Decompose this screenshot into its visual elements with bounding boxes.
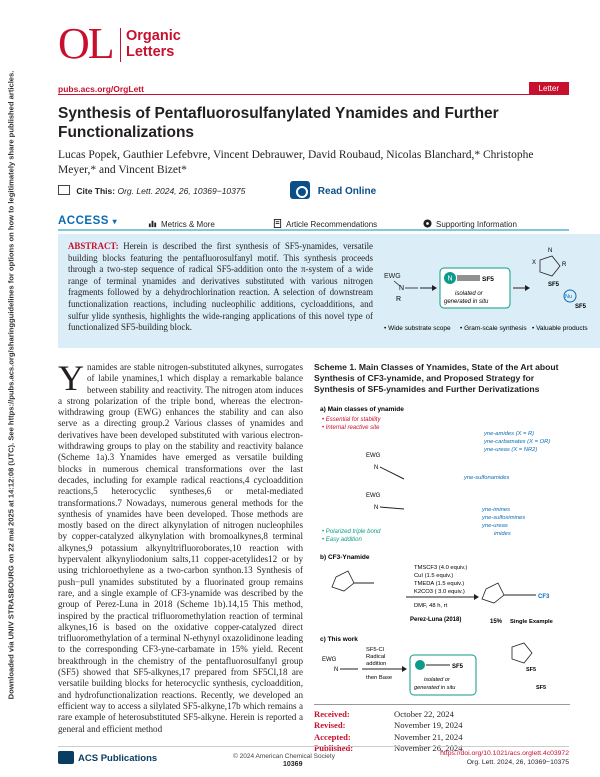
accepted-key: Accepted: — [314, 731, 351, 742]
scheme-a-class-7: yne-ureas — [482, 523, 508, 529]
scheme-b-title: b) CF3-Ynamide — [320, 554, 370, 561]
metrics-label: Metrics & More — [161, 220, 215, 229]
logo-word-organic: Organic — [126, 28, 181, 44]
body-paragraph — [58, 358, 303, 735]
scheme-b-cond-5: DMF, 48 h, rt — [414, 603, 448, 609]
scheme-c-sf5: SF5 — [452, 664, 464, 670]
scheme-b-yield: 15% — [490, 619, 503, 625]
toc-sf5-2: SF5 — [548, 282, 560, 288]
toc-bullet-3: • Valuable products — [532, 325, 588, 332]
access-bar — [58, 215, 569, 231]
scheme-a-class-3: yne-ureas (X = NR2) — [484, 447, 538, 453]
cite-label: Cite This: — [76, 186, 116, 196]
scheme-c-box-1: isolated or — [424, 677, 450, 683]
scheme-b-product-ring — [482, 583, 504, 603]
copyright-notice: © 2024 American Chemical Society — [233, 753, 335, 760]
date-accepted — [314, 732, 570, 743]
document-icon — [273, 219, 282, 228]
toc-bullet-2: • Gram-scale synthesis — [460, 325, 527, 332]
access-label — [58, 215, 117, 227]
metrics-more-link[interactable] — [148, 219, 215, 229]
drop-cap: Y — [58, 358, 84, 398]
scheme-b-cond-1: TMSCF3 (4.0 equiv.) — [414, 565, 468, 571]
scheme-c-arrowhead — [402, 666, 407, 672]
read-online-label: Read Online — [317, 186, 377, 197]
received-value: October 22, 2024 — [394, 709, 454, 719]
scheme-caption: Scheme 1. Main Classes of Ynamides, State of the Art about Synthesis of CF3-ynamide, and Proposed Strategy for Synthesis of SF5-ynamides and Further Derivatizations — [314, 362, 559, 394]
acs-logo-icon — [58, 751, 74, 764]
scheme-graphic — [314, 399, 570, 699]
scheme-c-box-2: generated in situ — [414, 685, 456, 691]
journal-header — [58, 19, 568, 68]
date-revised — [314, 720, 570, 731]
body-text: namides are stable nitrogen-substituted alkynes, surrogates of labile ynamines,1 which display a remarkable balance between stability and reactivity. The nitrogen atom induces a strong polarization of the triple bond, whereas the electron-withdrawing group (EWG) enhances the stability and can also serve as a directing group.2 Various classes of ynamides and derivatives have been developed substituted with various electron-withdrawing groups to play on the stability and reactivity balance (Scheme 1a).3 Ynamides have emerged as versatile building blocks in numerous chemical transformations over the last decades, including for example radical reactions,4 cycloaddition reactions,5 heterocyclic syntheses,6 or metal-mediated transformations.7 Nowadays, numerous general methods for the synthesis of ynamides have been developed. Those methods are mostly based on the direct alkynylation of nitrogen nucleophiles by copper-catalyzed alkynylation with bromoalkynes,8 terminal alkynes,9 potassium alkynyltrifluoroborates,10 reaction with hypervalent alkynyliodonium salts,11 copper-acetylides12 or by using trichloroethylene as a two-carbon synthon.13 Synthesis of push−pull ynamides substituted by a fluorinated group remains rare, and a single example of CF3-ynamide was described by the group of Perez-Luna in 2018 (Scheme 1b).14,15 This method, inspired by the practical trifluoromethylation reaction of terminal alkynes,16 is based on the oxidative copper-catalyzed direct trifluoromethylation of a terminal N-ethynyl oxazolidinone leading to the corresponding CF3-yne-carbamate in 15% yield. Recent breakthrough in the chemistry of the pentafluorosulfanyl group (SF5) showed that SF5-alkynes,17 prepared from SF5Cl,18 are versatile building blocks for heterocyclic synthesis, cycloaddition, and hydrofunctionalization reactions. Recently, we developed an efficient way to access a silylated SF5-alkyne,17b which remains a rare example of heterosubstituted SF5-alkyne. Herein is reported a general and efficient method — [58, 362, 303, 734]
journal-url-link[interactable]: pubs.acs.org/OrgLett — [58, 84, 144, 94]
scheme-a-yne-2 — [380, 507, 404, 509]
scheme-b-cond-3: TMEDA (1.5 equiv.) — [414, 581, 465, 587]
scheme-a-class-8: imides — [494, 531, 511, 537]
scheme-b-cond-2: CuI (1.5 equiv.) — [414, 573, 454, 579]
toc-box-text-1: isolated or — [455, 291, 483, 297]
scheme-c-n-circle — [415, 660, 425, 670]
article-recommendations-link[interactable] — [273, 219, 377, 229]
scheme-a-n-2: N — [374, 505, 379, 511]
publisher-name: ACS Publications — [78, 753, 158, 764]
toc-r-2: R — [562, 262, 567, 268]
scheme-a-class-1: yne-amides (X = R) — [484, 431, 535, 437]
scheme-c-n: N — [334, 667, 339, 673]
acs-publications-logo[interactable] — [58, 751, 157, 764]
toc-sf5-3: SF5 — [575, 304, 587, 310]
toc-n-3: N — [548, 248, 553, 254]
scheme-c-title: c) This work — [320, 636, 358, 643]
scheme-c-pyrazole — [512, 643, 532, 663]
scheme-c-sf5-2: SF5 — [526, 667, 537, 673]
toc-nu-label: Nu — [565, 294, 573, 300]
toc-box-text-2: generated in situ — [444, 299, 489, 305]
scheme-c-cond-2: Radical — [366, 654, 386, 660]
scheme-b-cf3: CF3 — [538, 594, 550, 600]
cite-this[interactable] — [58, 185, 245, 196]
scheme-1 — [314, 362, 570, 704]
toc-bullet-1: • Wide substrate scope — [384, 325, 451, 332]
header-rule — [58, 94, 569, 95]
scheme-a-class-4: yne-sulfonamides — [464, 475, 510, 481]
supporting-information-link[interactable] — [423, 219, 517, 229]
cite-reference: Org. Lett. 2024, 26, 10369−10375 — [117, 186, 246, 196]
scheme-a-class-6: yne-sulfoximines — [482, 515, 526, 521]
scheme-a-bullet-2: • Internal reactive site — [322, 425, 380, 431]
scheme-b-cond-4: K2CO3 ( 3.0 equiv.) — [414, 589, 465, 595]
toc-n-2: N — [447, 275, 453, 283]
abstract-text — [68, 241, 373, 334]
published-value: November 26, 2024 — [394, 743, 463, 754]
doi-block — [440, 750, 569, 767]
toc-sf5-1: SF5 — [482, 276, 494, 283]
journal-citation: Org. Lett. 2024, 26, 10369−10375 — [466, 758, 569, 766]
revised-key: Revised: — [314, 720, 346, 731]
published-key: Published: — [314, 743, 354, 754]
toc-n-1: N — [399, 285, 405, 292]
page-footer — [58, 746, 569, 768]
scheme-a-bullet-4: • Easy addition — [322, 537, 362, 543]
scheme-a-class-5: yne-imines — [482, 507, 511, 513]
recommendations-label: Article Recommendations — [286, 220, 378, 229]
toc-pyrazole-ring — [540, 256, 560, 276]
access-label-text: ACCESS — [58, 215, 109, 227]
accepted-value: November 21, 2024 — [394, 731, 463, 742]
scheme-a-ewg-2: EWG — [366, 493, 381, 499]
logo-divider — [120, 28, 121, 62]
access-chevron-icon: ▾ — [112, 217, 118, 226]
bar-chart-icon — [148, 219, 157, 228]
toc-ewg: EWG — [384, 273, 401, 280]
scheme-a-n-1: N — [374, 465, 379, 471]
toc-r-1: R — [396, 296, 402, 303]
scheme-a-bullet-3: • Polarized triple bond — [322, 529, 381, 535]
download-notice-sidebar — [0, 0, 22, 777]
toc-arrowhead-2 — [525, 285, 530, 291]
toc-arrowhead-1 — [432, 285, 437, 291]
article-type-badge: Letter — [529, 82, 569, 95]
toc-graphic — [380, 238, 595, 344]
scheme-a-class-2: yne-carbamates (X = OR) — [484, 439, 551, 445]
quote-icon — [58, 185, 70, 195]
journal-logo-words — [126, 28, 181, 60]
download-notice-text: Downloaded via UNIV STRASBOURG on 22 mai 2025 at 14:12:08 (UTC). See https://pubs.acs.org/sharingguidelines for options on how to legitimately share published articles. — [6, 70, 16, 700]
read-online-icon — [290, 181, 310, 199]
read-online-button[interactable] — [290, 181, 376, 199]
supporting-info-icon — [423, 219, 432, 228]
author-list: Lucas Popek, Gauthier Lefebvre, Vincent Debrauwer, David Roubaud, Nicolas Blanchard,* Christophe Meyer,* and Vincent Bizet* — [58, 149, 534, 176]
scheme-b-ref: Perez-Luna (2018) — [410, 617, 462, 623]
scheme-b-oxazolidinone — [332, 571, 354, 591]
scheme-c-ewg: EWG — [322, 657, 337, 663]
revised-value: November 19, 2024 — [394, 720, 463, 731]
scheme-b-arrowhead — [474, 594, 479, 600]
scheme-a-bullet-1: • Essential for stability — [322, 417, 381, 423]
abstract-label: ABSTRACT: — [68, 241, 119, 251]
scheme-c-cond-3: addition — [366, 661, 387, 667]
scheme-a-yne-1 — [380, 467, 404, 479]
article-title: Synthesis of Pentafluorosulfanylated Ynamides and Further Functionalizations — [58, 105, 499, 141]
toc-x-label: X — [532, 260, 537, 266]
scheme-b-note: Single Example — [510, 619, 553, 625]
received-key: Received: — [314, 709, 350, 719]
scheme-a-ewg-1: EWG — [366, 453, 381, 459]
page-number: 10369 — [283, 761, 303, 768]
scheme-c-sf5-3: SF5 — [536, 685, 547, 691]
scheme-a-title: a) Main classes of ynamide — [320, 406, 404, 413]
scheme-c-cond-1: SF5-Cl — [366, 647, 385, 653]
journal-logo-ol: OL — [58, 19, 113, 68]
date-received — [314, 709, 570, 720]
supporting-label: Supporting Information — [436, 220, 517, 229]
doi-link[interactable]: https://doi.org/10.1021/acs.orglett.4c03972 — [440, 750, 569, 757]
logo-word-letters: Letters — [126, 44, 175, 60]
abstract-body: Herein is described the first synthesis of SF5-ynamides, versatile building blocks featuring the pentafluorosulfanyl motif. This synthesis proceeds through a two-step sequence of radical SF5-addition onto the π-system of a wide range of terminal ynamides and derivatives substituted with various nitrogen fragments followed by a dehydrochlorination reaction. A selection of downstream functionalization reactions, including nucleophilic additions, cycloadditions, and sulfur ylide synthesis, highlights the wide-ranging applications of this novel type of functionalized SF5-building block. — [68, 241, 374, 333]
scheme-c-cond-4: then Base — [366, 675, 393, 681]
